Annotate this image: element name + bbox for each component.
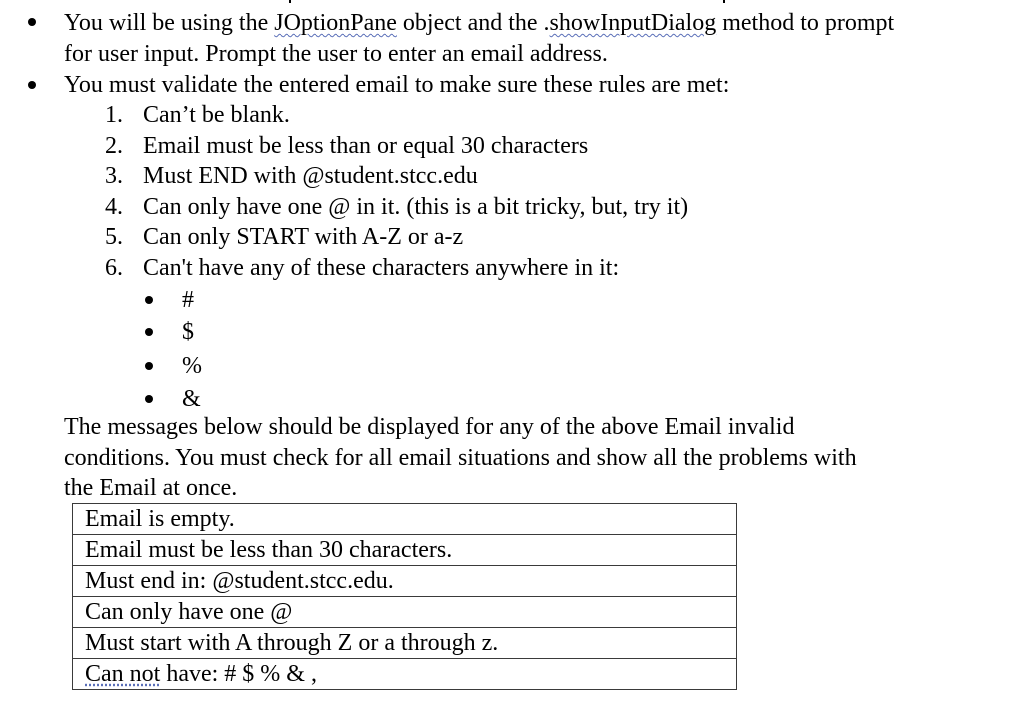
rule-text: Must END with @student.stcc.edu	[143, 163, 478, 189]
table-row	[73, 659, 737, 690]
bullet-icon	[145, 328, 153, 336]
rule-item-5	[105, 222, 463, 252]
table-row	[73, 504, 737, 535]
cutoff-mark-left	[289, 0, 291, 3]
table-cell: Must end in: @student.stcc.edu.	[73, 566, 737, 597]
forbidden-char-item	[182, 351, 202, 381]
rule-text: Email must be less than or equal 30 characters	[143, 133, 589, 159]
paragraph-line-3	[64, 473, 237, 503]
cutoff-mark-right	[723, 0, 725, 3]
spellcheck-word: showInputDialog	[549, 10, 717, 36]
rule-number: 1.	[105, 102, 123, 128]
table-cell: Email must be less than 30 characters.	[73, 535, 737, 566]
rule-text: Can’t be blank.	[143, 102, 290, 128]
text-run: method to prompt	[716, 10, 895, 36]
bullet-icon	[145, 296, 153, 304]
rule-item-4	[105, 192, 688, 222]
table-row	[73, 597, 737, 628]
bullet-icon	[145, 362, 153, 370]
table-row	[73, 628, 737, 659]
paragraph-text: conditions. You must check for all email situations and show all the problems with	[64, 445, 857, 471]
bullet-1-line-1	[64, 8, 894, 38]
text-run: for user input. Prompt the user to enter an email address.	[64, 41, 608, 67]
paragraph-line-1	[64, 412, 794, 442]
bullet-icon	[28, 18, 36, 26]
bullet-icon	[145, 395, 153, 403]
table-row	[73, 566, 737, 597]
text-run: have: # $ % & ,	[160, 661, 317, 687]
table-cell: Can only have one @	[73, 597, 737, 628]
table-cell: Email is empty.	[73, 504, 737, 535]
rule-text: Can't have any of these characters anywhere in it:	[143, 255, 620, 281]
rule-number: 4.	[105, 194, 123, 220]
forbidden-char-item	[182, 384, 201, 414]
bullet-1-line-2	[64, 39, 608, 69]
table-cell	[73, 659, 737, 690]
table-row	[73, 535, 737, 566]
rule-item-2	[105, 131, 588, 161]
rule-number: 3.	[105, 163, 123, 189]
text-run: object and the .	[396, 10, 550, 36]
rule-item-3	[105, 161, 478, 191]
spellcheck-word: JOptionPane	[274, 10, 397, 36]
forbidden-char: &	[182, 386, 201, 412]
paragraph-line-2	[64, 443, 857, 473]
bullet-icon	[28, 81, 36, 89]
forbidden-char-item	[182, 317, 194, 347]
forbidden-char: #	[182, 287, 194, 313]
messages-table	[72, 503, 737, 690]
text-run: You must validate the entered email to make sure these rules are met:	[64, 72, 730, 98]
forbidden-char: %	[182, 353, 202, 379]
rule-number: 5.	[105, 224, 123, 250]
rule-item-6	[105, 253, 619, 283]
rule-item-1	[105, 100, 290, 130]
spellcheck-phrase: Can not	[85, 661, 161, 687]
rule-number: 6.	[105, 255, 123, 281]
table-cell: Must start with A through Z or a through z.	[73, 628, 737, 659]
paragraph-text: The messages below should be displayed for any of the above Email invalid	[64, 414, 795, 440]
text-run: You will be using the	[64, 10, 275, 36]
rule-number: 2.	[105, 133, 123, 159]
paragraph-text: the Email at once.	[64, 475, 238, 501]
forbidden-char: $	[182, 319, 194, 345]
forbidden-char-item	[182, 285, 194, 315]
rule-text: Can only have one @ in it. (this is a bit tricky, but, try it)	[143, 194, 689, 220]
rule-text: Can only START with A-Z or a-z	[143, 224, 464, 250]
bullet-2-line-1	[64, 70, 729, 100]
